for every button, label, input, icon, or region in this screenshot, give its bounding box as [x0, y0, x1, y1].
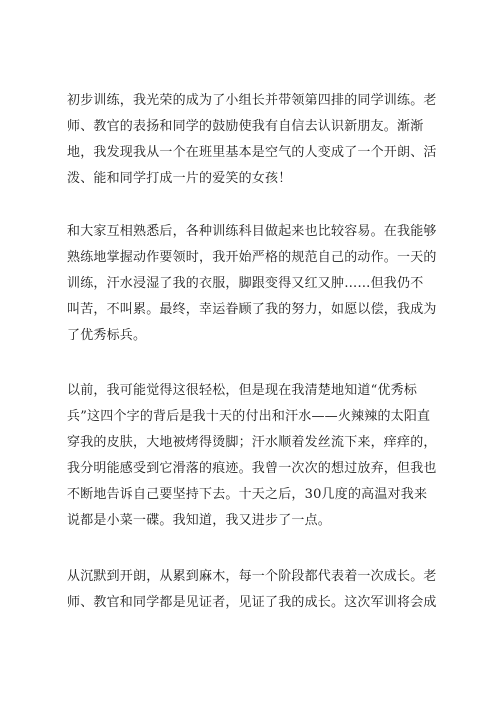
text-line: 叫苦，不叫累。最终，幸运眷顾了我的努力，如愿以偿，我成为	[67, 302, 437, 317]
text-line: 训练，汗水浸湿了我的衣服，脚跟变得又红又肿……但我仍不	[67, 276, 424, 291]
text-line: 说都是小菜一碟。我知道，我又进步了一点。	[67, 513, 332, 528]
text-line: 穿我的皮肤，大地被烤得烫脚；汗水顺着发丝流下来，痒痒的，	[67, 435, 437, 450]
text-line: 师、教官和同学都是见证者，见证了我的成长。这次军训将会成	[67, 595, 437, 610]
text-line: 以前，我可能觉得这很轻松，但是现在我清楚地知道“优秀标	[67, 383, 418, 398]
paragraph	[67, 564, 447, 616]
text-line: 不断地告诉自己要坚持下去。十天之后，30几度的高温对我来	[67, 487, 428, 502]
text-line: 师、教官的表扬和同学的鼓励使我有自信去认识新朋友。渐渐	[67, 119, 424, 134]
text-line: 地，我发现我从一个在班里基本是空气的人变成了一个开朗、活	[67, 145, 437, 160]
text-line: 从沉默到开朗，从累到麻木，每一个阶段都代表着一次成长。老	[67, 569, 437, 584]
text-line: 兵”这四个字的背后是我十天的付出和汗水——火辣辣的太阳直	[67, 409, 431, 424]
paragraph	[67, 88, 447, 192]
text-line: 熟练地掌握动作要领时，我开始严格的规范自己的动作。一天的	[67, 250, 437, 265]
text-line: 我分明能感受到它滑落的痕迹。我曾一次次的想过放弃，但我也	[67, 461, 437, 476]
paragraph	[67, 378, 447, 534]
text-line: 初步训练，我光荣的成为了小组长并带领第四排的同学训练。老	[67, 93, 437, 108]
text-line: 和大家互相熟悉后，各种训练科目做起来也比较容易。在我能够	[67, 224, 437, 239]
paragraph	[67, 219, 447, 349]
text-line: 了优秀标兵。	[67, 328, 147, 343]
text-line: 泼、能和同学打成一片的爱笑的女孩！	[67, 171, 292, 186]
